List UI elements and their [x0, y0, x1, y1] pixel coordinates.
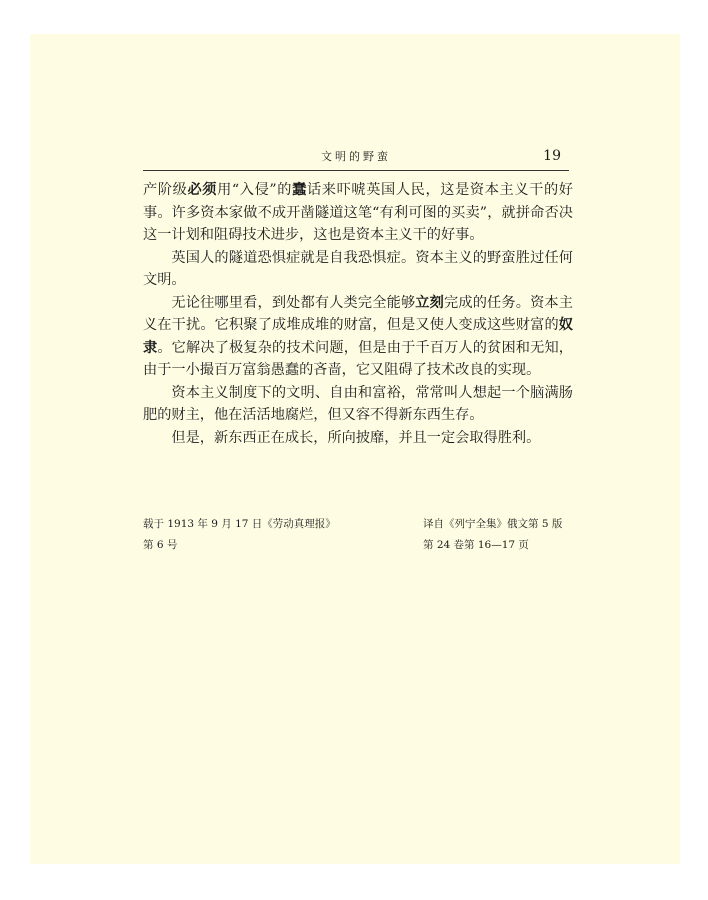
page-header [143, 148, 569, 171]
paragraph-2: 英国人的隧道恐惧症就是自我恐惧症。资本主义的野蛮胜过任何文明。 [143, 249, 573, 288]
paragraph-1-text-a: 产阶级 [143, 182, 188, 198]
page-number: 19 [543, 148, 561, 164]
body-text [143, 179, 573, 449]
paragraph-1 [143, 179, 573, 247]
paragraph-3-text-d: 。它解决了极复杂的技术问题，但是由于千百万人的贫困和无知，由于一小撮百万富翁愚蠢的吝啬，它又阻碍了技术改良的实现。 [143, 339, 573, 378]
paragraph-1-text-c: 用“入侵”的 [217, 182, 293, 198]
source-note-line-2: 第 6 号 [143, 539, 178, 551]
paragraph-3 [143, 292, 573, 382]
paragraph-3-text-a: 无论往哪里看，到处都有人类完全能够 [171, 294, 416, 311]
paragraph-4: 资本主义制度下的文明、自由和富裕，常常叫人想起一个脑满肠肥的财主，他在活活地腐烂，但又容不得新东西生存。 [143, 384, 573, 423]
paragraph-3-emphasis-1: 立刻 [415, 294, 444, 311]
translation-note-line-1: 译自《列宁全集》俄文第 5 版 [423, 518, 563, 530]
paragraph-3-emphasis-2: 奴隶 [143, 317, 573, 356]
paragraph-1-emphasis-2: 蠢 [292, 182, 307, 198]
paragraph-5: 但是，新东西正在成长，所向披靡，并且一定会取得胜利。 [171, 429, 541, 446]
paragraph-1-text-d: 话来吓唬英国人民，这是资本主义干的好事。许多资本家做不成开凿隧道这笔“有利可图的买卖”，就拼命否决这一计划和阻碍技术进步，这也是资本主义干的好事。 [143, 182, 573, 243]
translation-note-line-2: 第 24 卷第 16—17 页 [423, 539, 529, 551]
paragraph-3-text-c: 完成的任务。资本主义在干扰。它积聚了成堆成堆的财富，但是又使人变成这些财富的 [143, 294, 573, 333]
paragraph-1-emphasis-1: 必须 [187, 182, 218, 198]
running-title: 文明的野蛮 [321, 150, 391, 163]
source-note-line-1: 载于 1913 年 9 月 17 日《劳动真理报》 [143, 518, 336, 530]
translation-note [423, 514, 583, 556]
source-note [143, 514, 373, 556]
